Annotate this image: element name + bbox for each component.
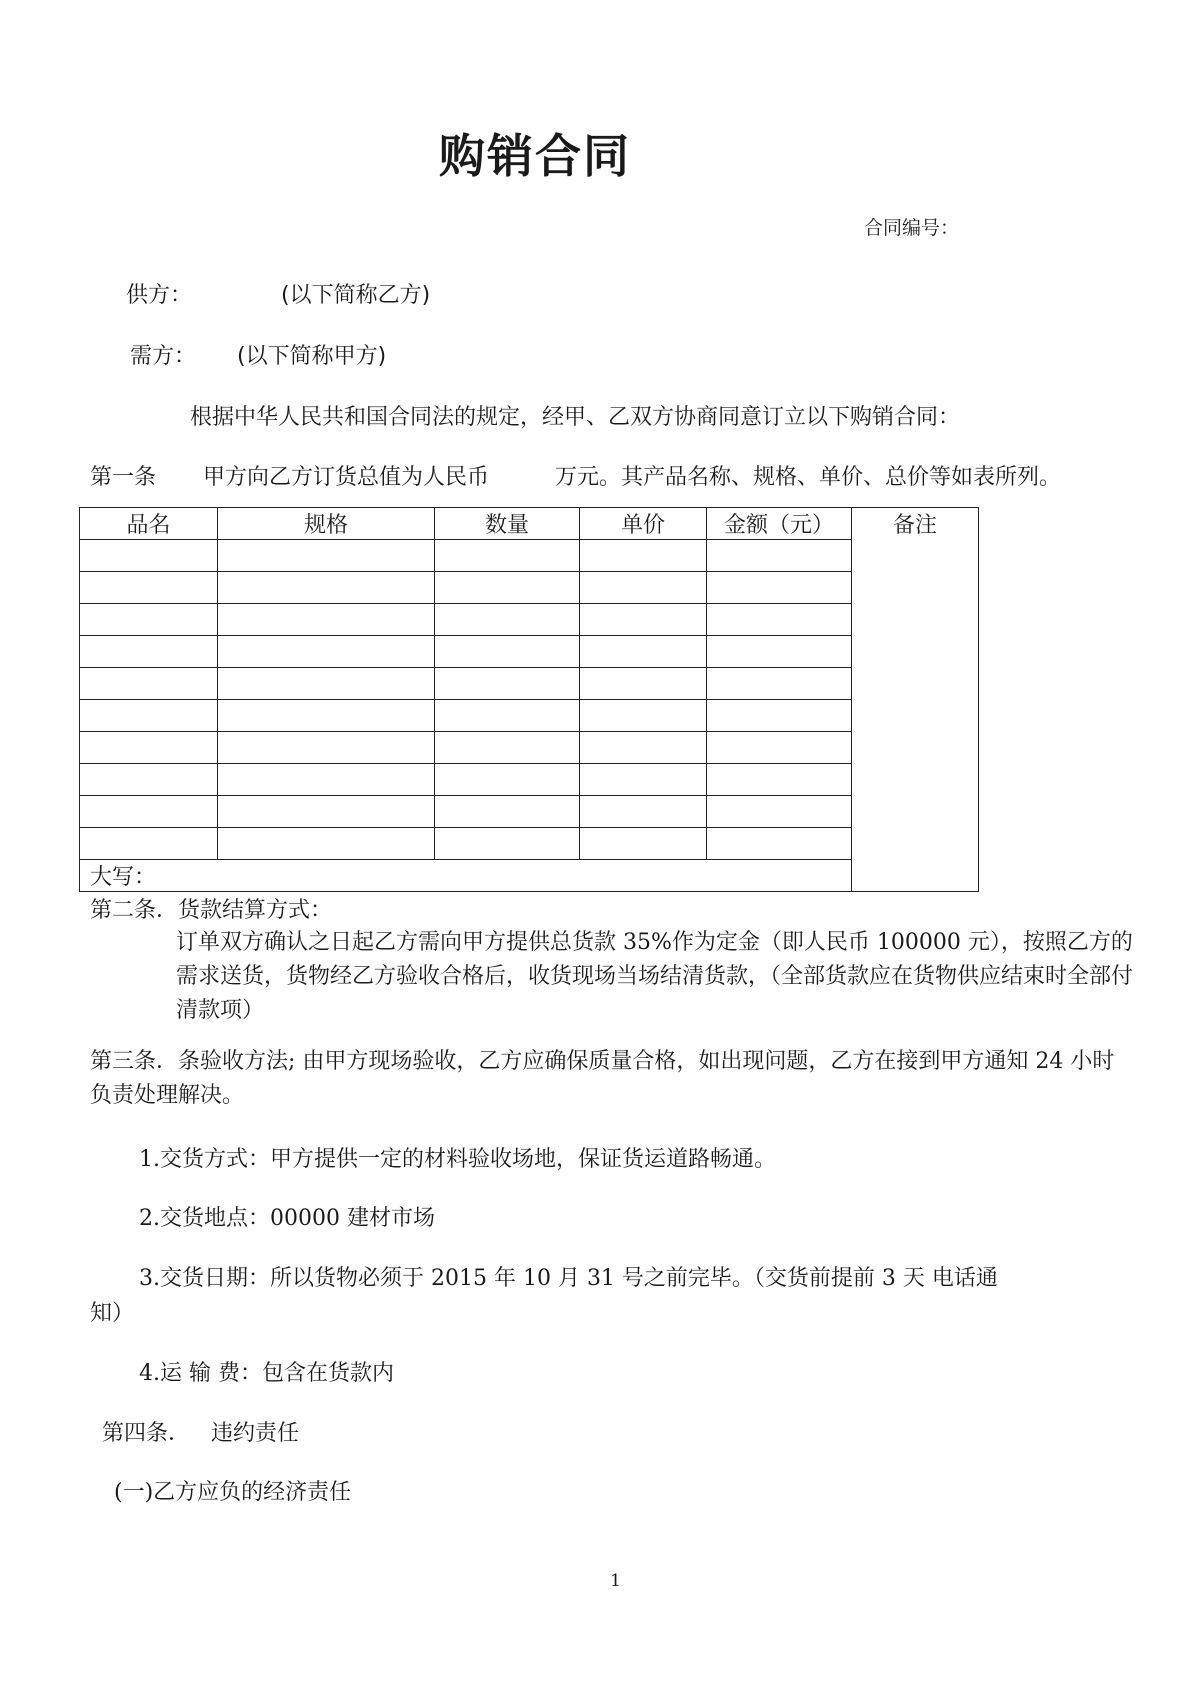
header-unit-price: 单价: [580, 508, 707, 540]
buyer-note: (以下简称甲方): [237, 344, 387, 369]
header-quantity: 数量: [435, 508, 580, 540]
article3-text: 第三条．条验收方法; 由甲方现场验收，乙方应确保质量合格，如出现问题，乙方在接到甲方通知 24 小时负责处理解决。: [90, 1049, 1115, 1108]
table-total-row: [80, 860, 979, 892]
table-row: [80, 604, 979, 636]
table-cell[interactable]: [218, 572, 435, 604]
header-remarks: 备注: [852, 508, 979, 892]
table-cell[interactable]: [707, 700, 852, 732]
table-row: [80, 540, 979, 572]
page-number: 1: [610, 1571, 621, 1591]
table-cell[interactable]: [435, 764, 580, 796]
table-row: [80, 796, 979, 828]
table-cell[interactable]: [435, 828, 580, 860]
header-amount: 金额（元）: [707, 508, 852, 540]
table-cell[interactable]: [218, 796, 435, 828]
table-cell[interactable]: [580, 828, 707, 860]
table-cell[interactable]: [80, 700, 218, 732]
table-cell[interactable]: [707, 764, 852, 796]
table-cell[interactable]: [435, 732, 580, 764]
table-cell[interactable]: [218, 764, 435, 796]
table-cell[interactable]: [707, 732, 852, 764]
table-cell[interactable]: [435, 796, 580, 828]
table-cell[interactable]: [580, 764, 707, 796]
goods-table: [79, 507, 979, 892]
table-cell[interactable]: [80, 828, 218, 860]
table-cell[interactable]: [707, 540, 852, 572]
article4-label: 第四条．: [102, 1421, 191, 1446]
contract-number-label: 合同编号：: [864, 217, 960, 239]
table-cell[interactable]: [435, 540, 580, 572]
table-cell[interactable]: [80, 668, 218, 700]
table-cell[interactable]: [580, 636, 707, 668]
table-cell[interactable]: [707, 668, 852, 700]
table-cell[interactable]: [80, 636, 218, 668]
table-cell[interactable]: [580, 540, 707, 572]
section1-heading: (一)乙方应负的经济责任: [114, 1480, 352, 1505]
document-title: 购销合同: [439, 129, 631, 183]
table-row: [80, 732, 979, 764]
table-cell[interactable]: [80, 796, 218, 828]
table-cell[interactable]: [435, 700, 580, 732]
table-cell[interactable]: [707, 572, 852, 604]
item-delivery-method: 1.交货方式：甲方提供一定的材料验收场地，保证货运道路畅通。: [139, 1147, 776, 1172]
table-cell[interactable]: [707, 604, 852, 636]
header-specification: 规格: [218, 508, 435, 540]
table-cell[interactable]: [218, 700, 435, 732]
supplier-note: (以下简称乙方): [281, 283, 431, 308]
table-cell[interactable]: [580, 668, 707, 700]
table-cell[interactable]: [80, 604, 218, 636]
table-cell[interactable]: [435, 604, 580, 636]
table-header-row: [80, 508, 979, 540]
table-row: [80, 668, 979, 700]
table-cell[interactable]: [80, 764, 218, 796]
item-delivery-date-cont: 知）: [90, 1301, 135, 1326]
preamble: 根据中华人民共和国合同法的规定，经甲、乙双方协商同意订立以下购销合同：: [190, 405, 961, 430]
supplier-label: 供方：: [126, 283, 193, 308]
table-cell[interactable]: [80, 732, 218, 764]
header-product-name: 品名: [80, 508, 218, 540]
item-freight: 4.运 输 费：包含在货款内: [139, 1361, 394, 1386]
table-cell[interactable]: [218, 604, 435, 636]
table-row: [80, 700, 979, 732]
table-cell[interactable]: [218, 828, 435, 860]
table-cell[interactable]: [707, 636, 852, 668]
article2-heading: 第二条．货款结算方式：: [90, 898, 333, 923]
table-cell[interactable]: [80, 572, 218, 604]
buyer-label: 需方：: [130, 344, 197, 369]
article4-text: 违约责任: [211, 1421, 300, 1446]
table-total-label: 大写：: [80, 860, 852, 892]
article1-label: 第一条: [90, 465, 157, 490]
table-row: [80, 572, 979, 604]
table-cell[interactable]: [435, 636, 580, 668]
table-row: [80, 828, 979, 860]
table-row: [80, 764, 979, 796]
item-delivery-location: 2.交货地点：00000 建材市场: [139, 1206, 435, 1231]
article1-text-b: 万元。其产品名称、规格、单价、总价等如表所列。: [555, 465, 1062, 490]
table-row: [80, 636, 979, 668]
item-delivery-date: 3.交货日期：所以货物必须于 2015 年 10 月 31 号之前完毕。（交货前提前 3 天 电话通: [139, 1266, 998, 1291]
table-cell[interactable]: [218, 540, 435, 572]
table-cell[interactable]: [580, 796, 707, 828]
table-cell[interactable]: [435, 572, 580, 604]
table-cell[interactable]: [707, 828, 852, 860]
table-cell[interactable]: [580, 700, 707, 732]
table-cell[interactable]: [218, 732, 435, 764]
table-cell[interactable]: [80, 540, 218, 572]
table-cell[interactable]: [580, 732, 707, 764]
article2-body: 订单双方确认之日起乙方需向甲方提供总货款 35%作为定金（即人民币 100000 元），按照乙方的需求送货，货物经乙方验收合格后，收货现场当场结清货款，（全部货款应在货物供应结束时全部付清款项）: [176, 930, 1134, 1023]
table-cell[interactable]: [218, 668, 435, 700]
table-cell[interactable]: [707, 796, 852, 828]
table-cell[interactable]: [580, 572, 707, 604]
table-cell[interactable]: [580, 604, 707, 636]
article1-text-a: 甲方向乙方订货总值为人民币: [203, 465, 490, 490]
table-cell[interactable]: [218, 636, 435, 668]
table-cell[interactable]: [435, 668, 580, 700]
